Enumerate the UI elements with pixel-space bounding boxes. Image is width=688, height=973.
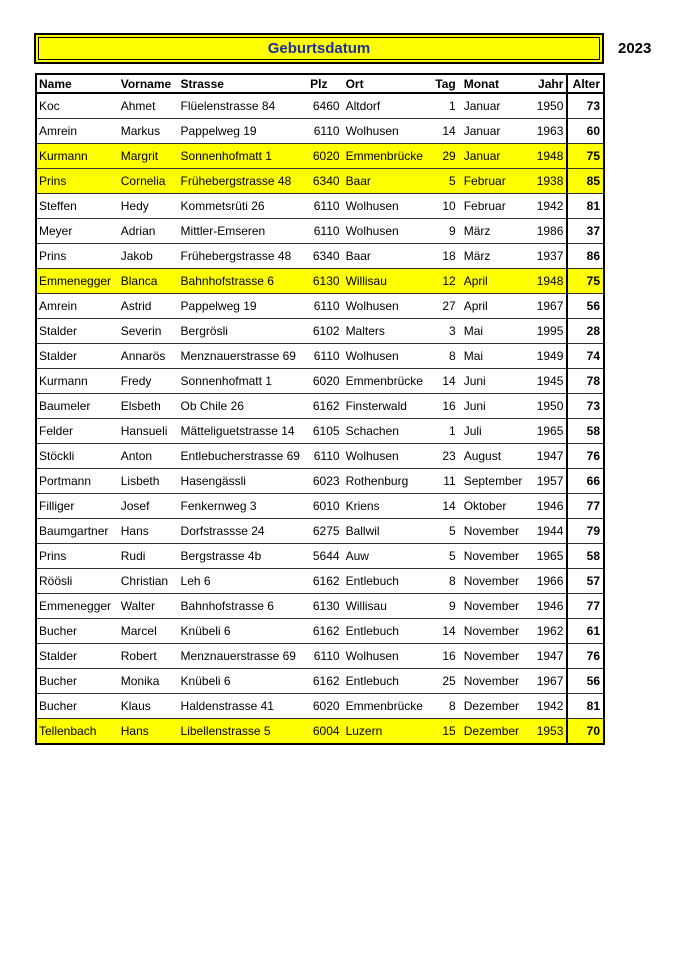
table-row [36,344,604,369]
cell-jahr: 1953 [532,719,567,745]
cell-alter: 73 [567,93,604,119]
cell-alter: 74 [567,344,604,369]
table-row [36,319,604,344]
cell-ort: Wolhusen [344,344,431,369]
cell-plz: 6110 [308,219,343,244]
cell-jahr: 1986 [532,219,567,244]
cell-alter: 57 [567,569,604,594]
cell-vorname: Marcel [119,619,179,644]
cell-monat: November [462,594,532,619]
cell-plz: 6110 [308,444,343,469]
cell-vorname: Adrian [119,219,179,244]
cell-tag: 16 [430,644,461,669]
cell-vorname: Severin [119,319,179,344]
cell-tag: 14 [430,619,461,644]
cell-alter: 86 [567,244,604,269]
table-row [36,494,604,519]
cell-vorname: Blanca [119,269,179,294]
cell-jahr: 1949 [532,344,567,369]
cell-plz: 6020 [308,144,343,169]
cell-strasse: Leh 6 [179,569,309,594]
cell-alter: 79 [567,519,604,544]
cell-plz: 6340 [308,244,343,269]
cell-strasse: Menznauerstrasse 69 [179,344,309,369]
cell-name: Kurmann [36,369,119,394]
cell-tag: 14 [430,494,461,519]
title-box [34,33,604,64]
cell-strasse: Bergrösli [179,319,309,344]
cell-plz: 5644 [308,544,343,569]
cell-ort: Altdorf [344,93,431,119]
cell-jahr: 1944 [532,519,567,544]
cell-monat: September [462,469,532,494]
cell-vorname: Christian [119,569,179,594]
cell-name: Tellenbach [36,719,119,745]
cell-ort: Emmenbrücke [344,144,431,169]
cell-monat: Mai [462,319,532,344]
cell-monat: Dezember [462,719,532,745]
cell-name: Bucher [36,619,119,644]
cell-plz: 6275 [308,519,343,544]
cell-plz: 6023 [308,469,343,494]
cell-vorname: Cornelia [119,169,179,194]
cell-strasse: Menznauerstrasse 69 [179,644,309,669]
cell-ort: Entlebuch [344,569,431,594]
cell-ort: Rothenburg [344,469,431,494]
cell-alter: 75 [567,144,604,169]
cell-alter: 85 [567,169,604,194]
cell-name: Filliger [36,494,119,519]
cell-ort: Emmenbrücke [344,369,431,394]
cell-alter: 66 [567,469,604,494]
cell-name: Emmenegger [36,269,119,294]
cell-name: Prins [36,169,119,194]
cell-vorname: Annarös [119,344,179,369]
table-row [36,369,604,394]
cell-tag: 23 [430,444,461,469]
cell-ort: Ballwil [344,519,431,544]
cell-strasse: Hasengässli [179,469,309,494]
column-header-ort: Ort [344,74,431,93]
cell-plz: 6102 [308,319,343,344]
cell-plz: 6340 [308,169,343,194]
cell-vorname: Walter [119,594,179,619]
cell-monat: März [462,244,532,269]
cell-strasse: Sonnenhofmatt 1 [179,369,309,394]
cell-monat: November [462,619,532,644]
cell-plz: 6020 [308,694,343,719]
table-row [36,444,604,469]
cell-plz: 6460 [308,93,343,119]
cell-alter: 73 [567,394,604,419]
column-header-strasse: Strasse [179,74,309,93]
cell-name: Felder [36,419,119,444]
cell-jahr: 1962 [532,619,567,644]
cell-monat: November [462,544,532,569]
cell-tag: 8 [430,694,461,719]
cell-vorname: Josef [119,494,179,519]
cell-monat: Juni [462,369,532,394]
cell-alter: 76 [567,444,604,469]
cell-tag: 1 [430,93,461,119]
cell-strasse: Flüelenstrasse 84 [179,93,309,119]
cell-strasse: Ob Chile 26 [179,394,309,419]
cell-jahr: 1967 [532,669,567,694]
cell-jahr: 1942 [532,694,567,719]
cell-alter: 56 [567,669,604,694]
cell-tag: 5 [430,519,461,544]
cell-jahr: 1950 [532,394,567,419]
cell-vorname: Monika [119,669,179,694]
cell-name: Portmann [36,469,119,494]
cell-plz: 6130 [308,269,343,294]
header-row [36,74,604,93]
cell-ort: Baar [344,169,431,194]
cell-monat: Oktober [462,494,532,519]
cell-strasse: Kommetsrüti 26 [179,194,309,219]
cell-tag: 14 [430,119,461,144]
cell-vorname: Hans [119,719,179,745]
cell-strasse: Dorfstrassse 24 [179,519,309,544]
cell-tag: 18 [430,244,461,269]
cell-ort: Wolhusen [344,194,431,219]
cell-alter: 81 [567,194,604,219]
cell-strasse: Bergstrasse 4b [179,544,309,569]
cell-alter: 58 [567,419,604,444]
cell-strasse: Pappelweg 19 [179,294,309,319]
table-row [36,93,604,119]
column-header-alter: Alter [567,74,604,93]
cell-alter: 81 [567,694,604,719]
table-row [36,544,604,569]
cell-strasse: Pappelweg 19 [179,119,309,144]
cell-plz: 6110 [308,119,343,144]
cell-monat: November [462,569,532,594]
cell-tag: 10 [430,194,461,219]
table-row [36,119,604,144]
cell-name: Amrein [36,294,119,319]
cell-jahr: 1945 [532,369,567,394]
cell-plz: 6110 [308,344,343,369]
cell-jahr: 1937 [532,244,567,269]
cell-jahr: 1946 [532,594,567,619]
cell-monat: Februar [462,169,532,194]
cell-ort: Wolhusen [344,294,431,319]
column-header-plz: Plz [308,74,343,93]
cell-monat: Juni [462,394,532,419]
table-row [36,719,604,745]
cell-ort: Auw [344,544,431,569]
cell-monat: Dezember [462,694,532,719]
cell-monat: Juli [462,419,532,444]
cell-name: Stalder [36,319,119,344]
cell-monat: Januar [462,93,532,119]
cell-vorname: Astrid [119,294,179,319]
cell-alter: 28 [567,319,604,344]
cell-name: Baumgartner [36,519,119,544]
cell-strasse: Bahnhofstrasse 6 [179,269,309,294]
cell-vorname: Lisbeth [119,469,179,494]
cell-ort: Wolhusen [344,644,431,669]
cell-plz: 6105 [308,419,343,444]
cell-monat: April [462,294,532,319]
cell-strasse: Haldenstrasse 41 [179,694,309,719]
cell-name: Koc [36,93,119,119]
cell-ort: Entlebuch [344,669,431,694]
page-title: Geburtsdatum [267,40,371,57]
cell-strasse: Frühebergstrasse 48 [179,169,309,194]
table-row [36,594,604,619]
cell-name: Stalder [36,644,119,669]
birthday-table [35,73,605,745]
cell-vorname: Fredy [119,369,179,394]
cell-plz: 6020 [308,369,343,394]
column-header-monat: Monat [462,74,532,93]
cell-monat: Mai [462,344,532,369]
cell-jahr: 1947 [532,644,567,669]
table-row [36,669,604,694]
cell-ort: Entlebuch [344,619,431,644]
cell-vorname: Anton [119,444,179,469]
cell-ort: Wolhusen [344,219,431,244]
cell-tag: 9 [430,219,461,244]
cell-strasse: Libellenstrasse 5 [179,719,309,745]
cell-monat: November [462,644,532,669]
cell-plz: 6130 [308,594,343,619]
cell-strasse: Knübeli 6 [179,619,309,644]
cell-alter: 76 [567,644,604,669]
cell-vorname: Jakob [119,244,179,269]
cell-plz: 6162 [308,669,343,694]
cell-ort: Malters [344,319,431,344]
cell-alter: 77 [567,494,604,519]
cell-name: Prins [36,244,119,269]
column-header-vorname: Vorname [119,74,179,93]
column-header-jahr: Jahr [532,74,567,93]
cell-name: Meyer [36,219,119,244]
cell-jahr: 1967 [532,294,567,319]
cell-jahr: 1950 [532,93,567,119]
cell-ort: Kriens [344,494,431,519]
cell-strasse: Mätteliguetstrasse 14 [179,419,309,444]
cell-tag: 9 [430,594,461,619]
cell-name: Bucher [36,694,119,719]
cell-alter: 70 [567,719,604,745]
table-row [36,694,604,719]
cell-jahr: 1966 [532,569,567,594]
cell-alter: 56 [567,294,604,319]
cell-ort: Wolhusen [344,119,431,144]
cell-tag: 5 [430,169,461,194]
cell-monat: November [462,669,532,694]
cell-tag: 27 [430,294,461,319]
cell-tag: 1 [430,419,461,444]
column-header-tag: Tag [430,74,461,93]
cell-vorname: Margrit [119,144,179,169]
cell-name: Kurmann [36,144,119,169]
cell-jahr: 1965 [532,419,567,444]
table-row [36,644,604,669]
cell-ort: Schachen [344,419,431,444]
cell-jahr: 1965 [532,544,567,569]
cell-ort: Finsterwald [344,394,431,419]
cell-jahr: 1947 [532,444,567,469]
cell-tag: 8 [430,344,461,369]
table-row [36,519,604,544]
cell-jahr: 1942 [532,194,567,219]
cell-alter: 58 [567,544,604,569]
cell-vorname: Elsbeth [119,394,179,419]
cell-plz: 6162 [308,394,343,419]
cell-monat: Februar [462,194,532,219]
cell-name: Stöckli [36,444,119,469]
cell-jahr: 1946 [532,494,567,519]
cell-jahr: 1963 [532,119,567,144]
cell-plz: 6110 [308,644,343,669]
table-row [36,419,604,444]
cell-tag: 14 [430,369,461,394]
cell-monat: April [462,269,532,294]
cell-name: Prins [36,544,119,569]
cell-jahr: 1995 [532,319,567,344]
cell-tag: 11 [430,469,461,494]
cell-ort: Wolhusen [344,444,431,469]
cell-monat: Januar [462,119,532,144]
cell-vorname: Klaus [119,694,179,719]
cell-tag: 25 [430,669,461,694]
cell-ort: Baar [344,244,431,269]
cell-jahr: 1948 [532,269,567,294]
table-row [36,394,604,419]
cell-strasse: Entlebucherstrasse 69 [179,444,309,469]
table-row [36,219,604,244]
table-row [36,194,604,219]
cell-plz: 6110 [308,194,343,219]
cell-tag: 12 [430,269,461,294]
cell-name: Emmenegger [36,594,119,619]
cell-plz: 6004 [308,719,343,745]
cell-ort: Willisau [344,269,431,294]
column-header-name: Name [36,74,119,93]
cell-ort: Emmenbrücke [344,694,431,719]
cell-strasse: Sonnenhofmatt 1 [179,144,309,169]
cell-vorname: Markus [119,119,179,144]
cell-tag: 29 [430,144,461,169]
cell-strasse: Bahnhofstrasse 6 [179,594,309,619]
cell-ort: Luzern [344,719,431,745]
year-label: 2023 [618,40,652,57]
table-row [36,469,604,494]
cell-plz: 6010 [308,494,343,519]
cell-jahr: 1948 [532,144,567,169]
cell-ort: Willisau [344,594,431,619]
cell-tag: 5 [430,544,461,569]
cell-plz: 6162 [308,569,343,594]
cell-name: Bucher [36,669,119,694]
table-row [36,144,604,169]
table-row [36,269,604,294]
cell-alter: 75 [567,269,604,294]
cell-monat: Januar [462,144,532,169]
cell-monat: August [462,444,532,469]
cell-tag: 15 [430,719,461,745]
cell-monat: November [462,519,532,544]
cell-name: Stalder [36,344,119,369]
table-row [36,619,604,644]
cell-vorname: Rudi [119,544,179,569]
cell-tag: 16 [430,394,461,419]
cell-vorname: Hansueli [119,419,179,444]
cell-strasse: Knübeli 6 [179,669,309,694]
cell-name: Baumeler [36,394,119,419]
cell-vorname: Hedy [119,194,179,219]
cell-plz: 6162 [308,619,343,644]
cell-alter: 78 [567,369,604,394]
cell-name: Amrein [36,119,119,144]
table-row [36,169,604,194]
cell-vorname: Ahmet [119,93,179,119]
cell-strasse: Fenkernweg 3 [179,494,309,519]
cell-alter: 61 [567,619,604,644]
cell-alter: 37 [567,219,604,244]
cell-name: Steffen [36,194,119,219]
cell-strasse: Mittler-Emseren [179,219,309,244]
table-row [36,244,604,269]
cell-vorname: Hans [119,519,179,544]
cell-jahr: 1957 [532,469,567,494]
cell-plz: 6110 [308,294,343,319]
cell-strasse: Frühebergstrasse 48 [179,244,309,269]
cell-vorname: Robert [119,644,179,669]
table-row [36,569,604,594]
cell-tag: 8 [430,569,461,594]
cell-monat: März [462,219,532,244]
cell-tag: 3 [430,319,461,344]
cell-alter: 77 [567,594,604,619]
cell-alter: 60 [567,119,604,144]
cell-name: Röösli [36,569,119,594]
cell-jahr: 1938 [532,169,567,194]
table-row [36,294,604,319]
